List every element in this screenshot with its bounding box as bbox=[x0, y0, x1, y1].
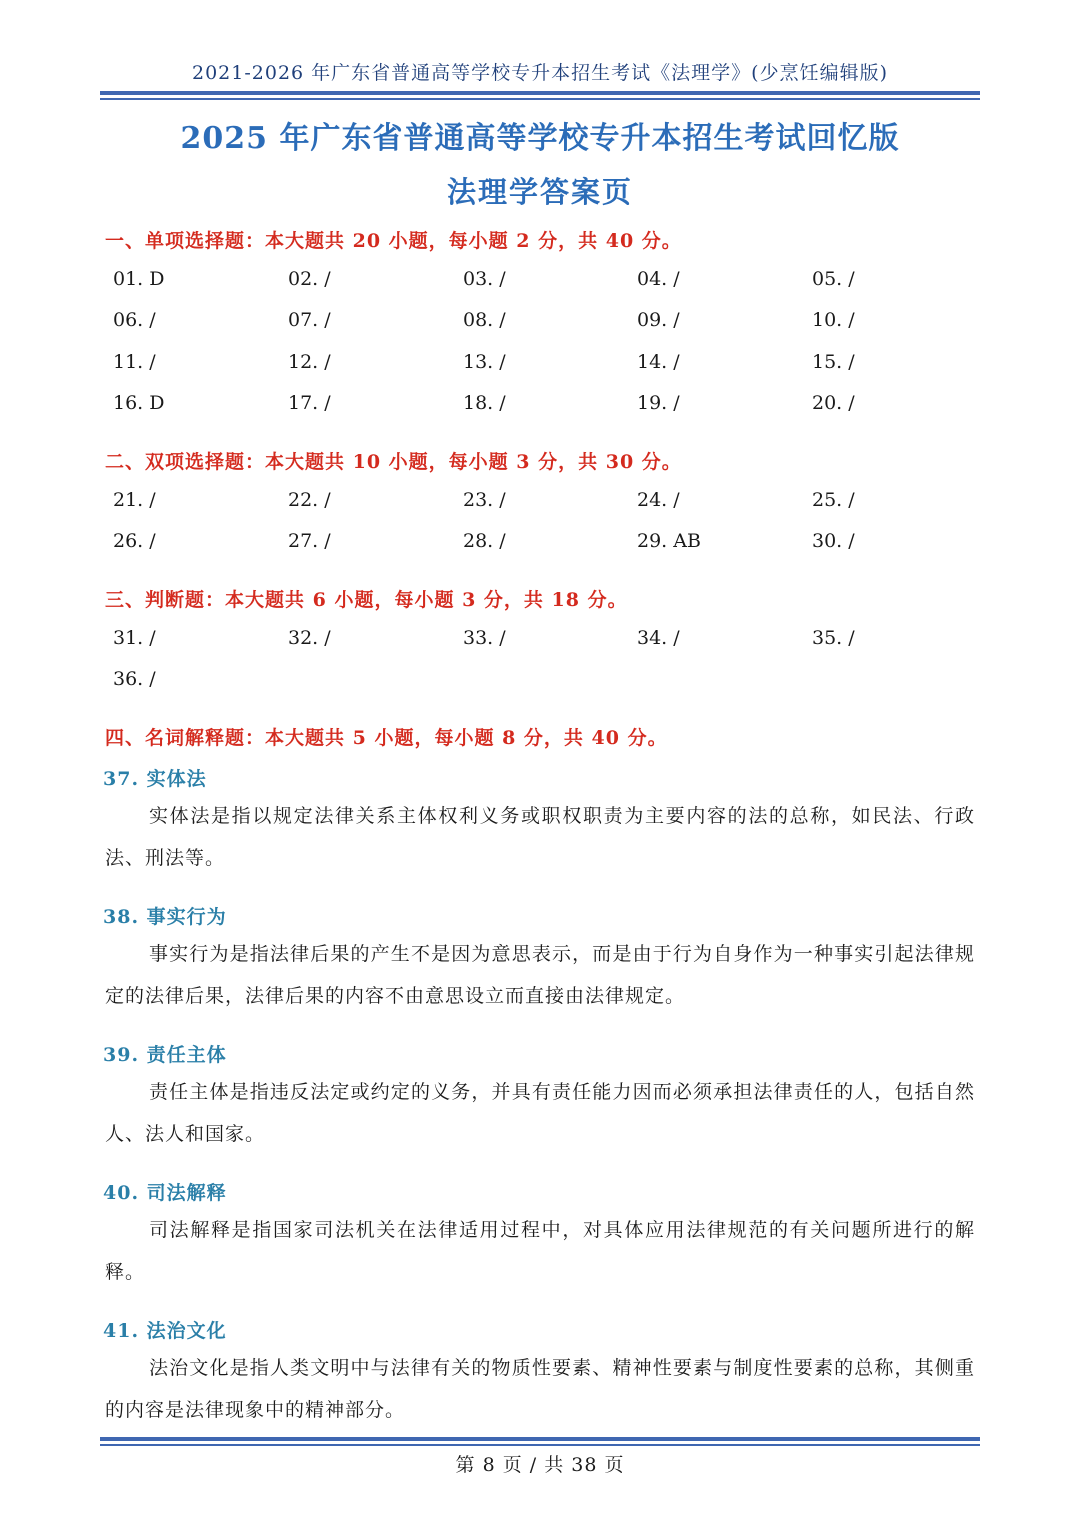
answer-item: 34. / bbox=[637, 627, 680, 649]
answer-item: 32. / bbox=[288, 627, 331, 649]
answer-item: 02. / bbox=[288, 268, 331, 290]
answer-item: 25. / bbox=[812, 489, 855, 511]
footer-divider bbox=[100, 1437, 980, 1446]
page-header: 2021-2026 年广东省普通高等学校专升本招生考试《法理学》(少烹饪编辑版) bbox=[192, 62, 888, 84]
answer-item: 04. / bbox=[637, 268, 680, 290]
term-definition: 法治文化是指人类文明中与法律有关的物质性要素、精神性要素与制度性要素的总称，其侧重的内容是法律现象中的精神部分。 bbox=[105, 1357, 975, 1421]
answer-item: 01. D bbox=[113, 268, 165, 290]
answer-item: 29. AB bbox=[637, 530, 701, 552]
answer-item: 05. / bbox=[812, 268, 855, 290]
answer-item: 28. / bbox=[463, 530, 506, 552]
answer-item: 35. / bbox=[812, 627, 855, 649]
section-heading-true-false: 三、判断题：本大题共 6 小题，每小题 3 分，共 18 分。 bbox=[105, 589, 628, 611]
term-definition: 责任主体是指违反法定或约定的义务，并具有责任能力因而必须承担法律责任的人，包括自然人、法人和国家。 bbox=[105, 1081, 975, 1145]
term-definition: 事实行为是指法律后果的产生不是因为意思表示，而是由于行为自身作为一种事实引起法律规定的法律后果，法律后果的内容不由意思设立而直接由法律规定。 bbox=[105, 943, 975, 1007]
term-title: 38. 事实行为 bbox=[103, 906, 227, 928]
header-divider bbox=[100, 91, 980, 100]
section-heading-terms: 四、名词解释题：本大题共 5 小题，每小题 8 分，共 40 分。 bbox=[105, 727, 668, 749]
answer-item: 21. / bbox=[113, 489, 156, 511]
answer-item: 06. / bbox=[113, 309, 156, 331]
answer-item: 18. / bbox=[463, 392, 506, 414]
page-subtitle: 法理学答案页 bbox=[446, 175, 633, 209]
answer-item: 19. / bbox=[637, 392, 680, 414]
answer-item: 10. / bbox=[812, 309, 855, 331]
term-title: 40. 司法解释 bbox=[103, 1182, 227, 1204]
page-title: 2025 年广东省普通高等学校专升本招生考试回忆版 bbox=[180, 121, 900, 156]
term-definition: 实体法是指以规定法律关系主体权利义务或职权职责为主要内容的法的总称，如民法、行政法、刑法等。 bbox=[105, 805, 975, 869]
answer-item: 30. / bbox=[812, 530, 855, 552]
answer-item: 11. / bbox=[113, 351, 156, 373]
answer-item: 24. / bbox=[637, 489, 680, 511]
answer-item: 15. / bbox=[812, 351, 855, 373]
answer-item: 08. / bbox=[463, 309, 506, 331]
answer-item: 22. / bbox=[288, 489, 331, 511]
term-title: 39. 责任主体 bbox=[103, 1044, 227, 1066]
answer-item: 09. / bbox=[637, 309, 680, 331]
term-definition: 司法解释是指国家司法机关在法律适用过程中，对具体应用法律规范的有关问题所进行的解释。 bbox=[105, 1219, 975, 1283]
answer-item: 36. / bbox=[113, 668, 156, 690]
answer-item: 20. / bbox=[812, 392, 855, 414]
answer-item: 07. / bbox=[288, 309, 331, 331]
answer-item: 13. / bbox=[463, 351, 506, 373]
answer-item: 16. D bbox=[113, 392, 165, 414]
term-title: 37. 实体法 bbox=[103, 768, 207, 790]
page-number: 第 8 页 / 共 38 页 bbox=[455, 1454, 625, 1476]
answer-item: 33. / bbox=[463, 627, 506, 649]
answer-item: 27. / bbox=[288, 530, 331, 552]
term-title: 41. 法治文化 bbox=[103, 1320, 227, 1342]
section-heading-double-choice: 二、双项选择题：本大题共 10 小题，每小题 3 分，共 30 分。 bbox=[105, 451, 682, 473]
answer-item: 17. / bbox=[288, 392, 331, 414]
answer-item: 31. / bbox=[113, 627, 156, 649]
answer-item: 14. / bbox=[637, 351, 680, 373]
answer-item: 23. / bbox=[463, 489, 506, 511]
section-heading-single-choice: 一、单项选择题：本大题共 20 小题，每小题 2 分，共 40 分。 bbox=[105, 230, 682, 252]
answer-item: 12. / bbox=[288, 351, 331, 373]
answer-item: 03. / bbox=[463, 268, 506, 290]
answer-item: 26. / bbox=[113, 530, 156, 552]
